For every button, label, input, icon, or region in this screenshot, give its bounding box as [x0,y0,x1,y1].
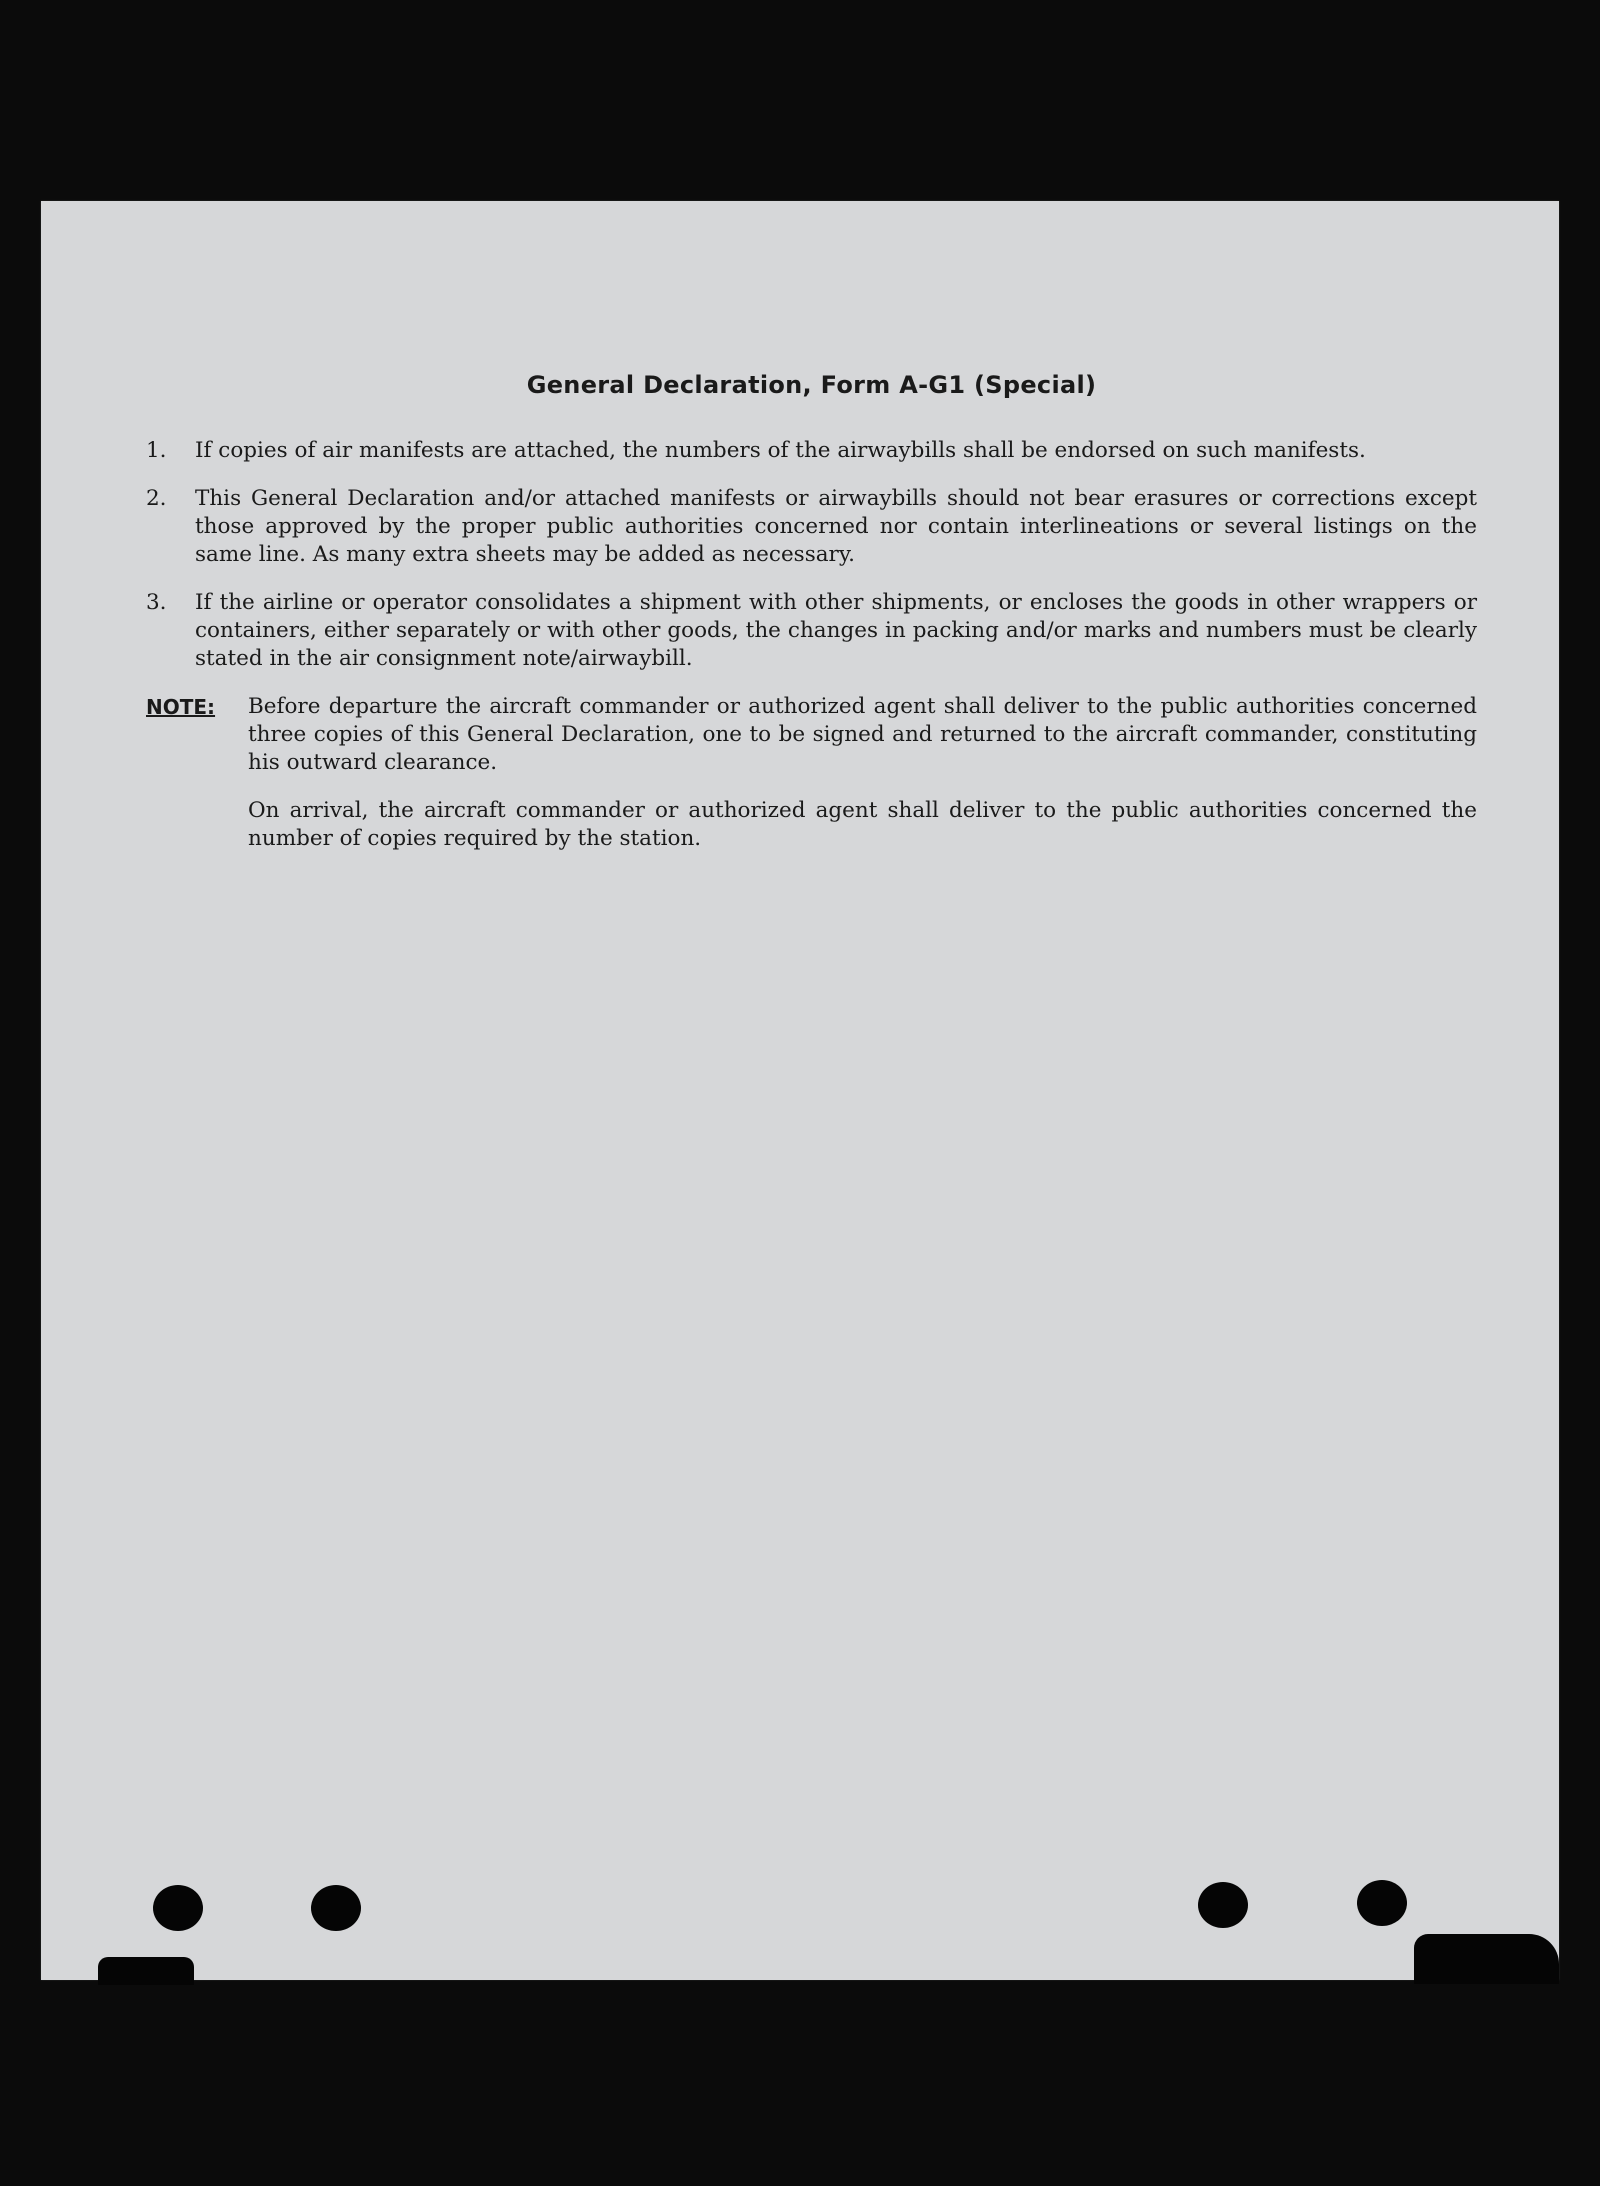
note-paragraph-arrival: On arrival, the aircraft commander or authorized agent shall deliver to the public authorities concerned the number of copies required by the station. [248,798,1477,851]
punch-hole [311,1885,361,1931]
list-item-1 [146,437,1477,465]
document-page [41,201,1559,1980]
punch-hole [153,1885,203,1931]
list-item-3 [146,589,1477,673]
note-label: NOTE: [146,695,216,719]
item-text: If copies of air manifests are attached, the numbers of the airwaybills shall be endorsed on such manifests. [195,438,1366,463]
item-number: 2. [146,486,167,511]
document-content [146,371,1477,893]
binder-tab-left [98,1957,194,1985]
punch-hole [1357,1880,1407,1926]
punch-hole [1198,1882,1248,1928]
item-text: If the airline or operator consolidates a shipment with other shipments, or encloses the goods in other wrappers or containers, either separately or with other goods, the changes in packing and/or marks and numbers must be clearly stated in the air consignment note/airwaybill. [195,590,1477,671]
note-section [146,693,1477,873]
item-number: 1. [146,438,167,463]
item-number: 3. [146,590,167,615]
list-item-2 [146,485,1477,569]
binder-tab-right [1414,1934,1559,1984]
note-paragraph-departure: Before departure the aircraft commander or authorized agent shall deliver to the public authorities concerned three copies of this General Declaration, one to be signed and returned to the aircraft commander, constituting his outward clearance. [248,694,1477,775]
note-body [248,693,1477,873]
document-title: General Declaration, Form A-G1 (Special) [526,371,1097,399]
item-text: This General Declaration and/or attached manifests or airwaybills should not bear erasures or corrections except those approved by the proper public authorities concerned nor contain interlineations or several listings on the same line. As many extra sheets may be added as necessary. [195,486,1477,567]
